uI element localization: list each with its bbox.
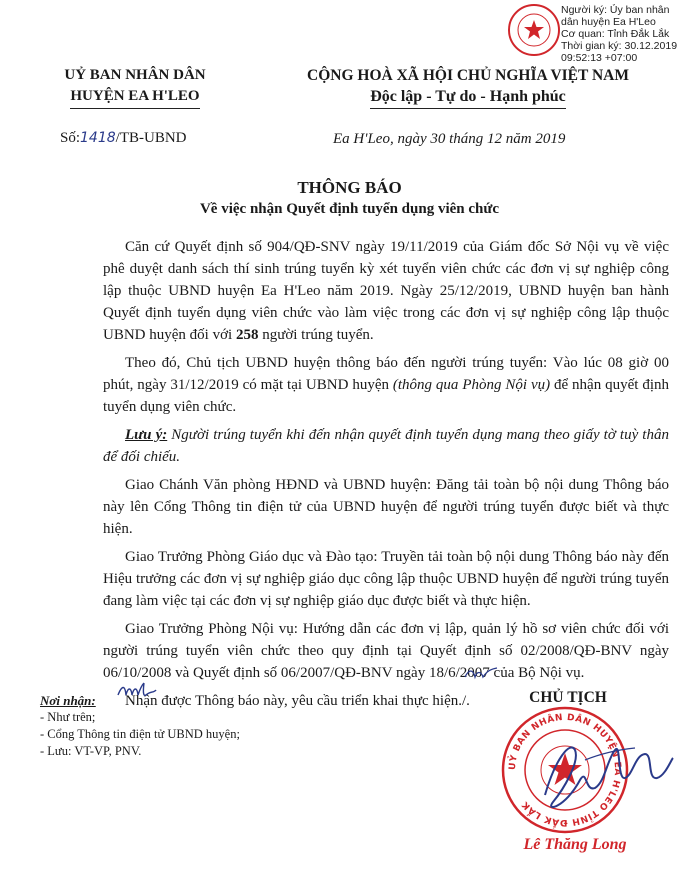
paragraph-note: Lưu ý: Người trúng tuyển khi đến nhận quyết định tuyển dụng mang theo giấy tờ tuỳ thân để đối chiếu. [103,427,669,465]
handwritten-initial-icon [463,665,499,683]
national-motto: Độc lập - Tự do - Hạnh phúc [370,86,566,109]
nation-name: CỘNG HOÀ XÃ HỘI CHỦ NGHĨA VIỆT NAM [307,67,629,84]
recipient-item: - Lưu: VT-VP, PNV. [40,744,142,758]
digital-signature-info [561,4,697,64]
signature-line: dân huyện Ea H'Leo [561,16,656,28]
doc-number-handwritten: 1418 [80,130,116,146]
national-header [258,65,678,109]
place-and-date: Ea H'Leo, ngày 30 tháng 12 năm 2019 [333,131,566,147]
digital-seal-icon [507,3,561,57]
document-number [60,130,187,147]
document-body [103,236,669,718]
recipient-item: - Cổng Thông tin điện tử UBND huyện; [40,727,240,741]
handwritten-signature-icon [525,720,675,820]
note-label: Lưu ý: [125,427,168,443]
recipients-block [40,692,340,760]
recipient-item: - Như trên; [40,710,96,724]
issuing-organization [40,65,230,109]
recipients-label: Nơi nhận: [40,693,96,708]
paragraph-closing: Nhận được Thông báo này, yêu cầu triển khai thực hiện./. [125,693,470,709]
signature-line: Cơ quan: Tỉnh Đắk Lắk [561,28,670,40]
signature-line: Thời gian ký: 30.12.2019 [561,40,678,52]
paragraph-assign-education: Giao Trưởng Phòng Giáo dục và Đào tạo: Truyền tải toàn bộ nội dung Thông báo này đến Hiệu trưởng các đơn vị sự nghiệp giáo dục công lập thuộc UBND huyện để người trúng tuyển đang làm việc tại các đơn vị sự nghiệp giáo dục được biết và thực hiện. [103,549,669,609]
document-title: THÔNG BÁO [297,178,402,197]
document-subtitle: Về việc nhận Quyết định tuyển dụng viên chức [199,201,500,217]
seal-text: UỶ BAN NHÂN DÂN HUYỆN EA H'LEO TỈNH ĐẮK LẮK [507,712,623,828]
paragraph-assign-home-affairs: Giao Trưởng Phòng Nội vụ: Hướng dẫn các đơn vị lập, quản lý hồ sơ viên chức đối với người trúng tuyển viên chức theo quy định tại Quyết định số 02/2008/QĐ-BNV ngày 06/10/2008 và Quyết định số 06/2007/QĐ-BNV ngày 18/6/2007 của Bộ Nội vụ. [103,621,669,681]
paragraph-basis: Căn cứ Quyết định số 904/QĐ-SNV ngày 19/11/2019 của Giám đốc Sở Nội vụ về việc phê duyệt danh sách thí sinh trúng tuyển kỳ xét tuyển viên chức các đơn vị sự nghiệp công lập thuộc UBND huyện Ea H'Leo năm 2019. Ngày 25/12/2019, UBND huyện ban hành Quyết định tuyển dụng viên chức vào làm việc trong các đơn vị sự nghiệp công lập thuộc UBND huyện đối với 258 người trúng tuyển. [103,239,669,343]
signer-position: CHỦ TỊCH [529,689,607,706]
signature-line: Người ký: Ủy ban nhân [561,4,670,16]
doc-number-prefix: Số: [60,130,81,146]
signer-name: Lê Thăng Long [523,836,627,853]
signature-line: 09:52:13 +07:00 [561,52,638,64]
paragraph-notice: Theo đó, Chủ tịch UBND huyện thông báo đến người trúng tuyển: Vào lúc 08 giờ 00 phút, ngày 31/12/2019 có mặt tại UBND huyện (thông qua Phòng Nội vụ) để nhận quyết định tuyển dụng viên chức. [103,355,669,415]
org-line-1: UỶ BAN NHÂN DÂN [64,67,206,83]
org-line-2: HUYỆN EA H'LEO [70,86,199,109]
paragraph-assign-office: Giao Chánh Văn phòng HĐND và UBND huyện: Đăng tải toàn bộ nội dung Thông báo này lên Cổng Thông tin điện tử của UBND huyện để người trúng tuyển được biết và thực hiện. [103,477,669,537]
doc-number-suffix: /TB-UBND [115,130,187,146]
count-value: 258 [235,327,259,343]
